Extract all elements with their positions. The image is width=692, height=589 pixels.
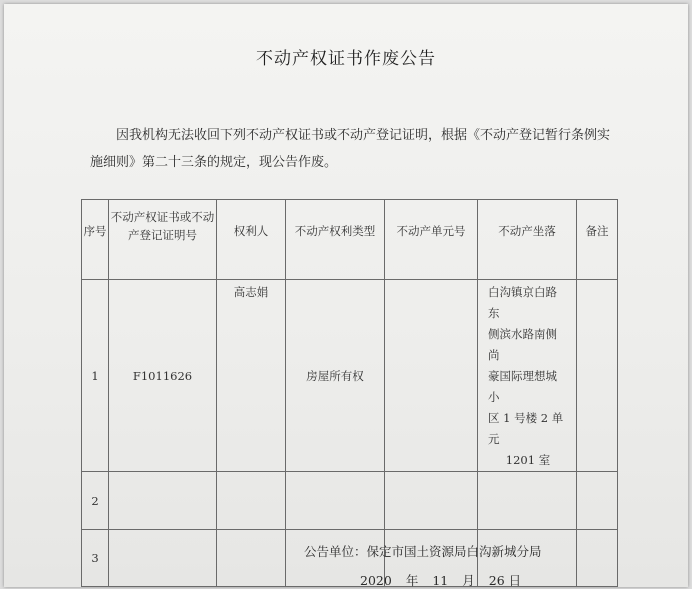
paragraph-line-1: 因我机构无法收回下列不动产权证书或不动产登记证明，根据《不动产登记暂行条例实 bbox=[116, 128, 611, 143]
header-holder: 权利人 bbox=[217, 200, 286, 280]
header-seq: 序号 bbox=[82, 200, 109, 280]
certificate-table bbox=[81, 199, 618, 587]
header-cert-no bbox=[109, 200, 217, 280]
paragraph-line-2: 施细则》第二十三条的规定，现公告作废。 bbox=[90, 155, 338, 170]
location-line-5: 1201 室 bbox=[505, 453, 551, 467]
cell-holder bbox=[217, 472, 286, 530]
date-day-char: 日 bbox=[508, 573, 522, 588]
header-cert-line1: 不动产权证书或不动 bbox=[110, 210, 215, 224]
header-unit-no: 不动产单元号 bbox=[385, 200, 478, 280]
cell-cert-no bbox=[109, 472, 217, 530]
cell-unit-no bbox=[385, 472, 478, 530]
header-remark: 备注 bbox=[577, 200, 618, 280]
cell-right-type bbox=[286, 472, 385, 530]
table-row bbox=[82, 280, 618, 472]
header-cert-line2: 产登记证明号 bbox=[128, 228, 197, 242]
header-location: 不动产坐落 bbox=[478, 200, 577, 280]
date-year-char: 年 bbox=[405, 573, 419, 588]
location-line-4: 区 1 号楼 2 单元 bbox=[488, 411, 564, 446]
table-header-row bbox=[82, 200, 618, 280]
cell-holder bbox=[217, 530, 286, 587]
cell-seq: 3 bbox=[82, 530, 109, 587]
page-title: 不动产权证书作废公告 bbox=[256, 49, 436, 69]
cell-cert-no: F1011626 bbox=[109, 280, 217, 472]
header-right-type: 不动产权利类型 bbox=[286, 200, 385, 280]
table-row bbox=[82, 472, 618, 530]
cell-remark bbox=[577, 280, 618, 472]
cell-seq: 2 bbox=[82, 472, 109, 530]
location-line-2: 侧滨水路南侧尚 bbox=[488, 327, 557, 362]
cell-unit-no bbox=[385, 280, 478, 472]
cell-remark bbox=[577, 530, 618, 587]
location-line-3: 豪国际理想城小 bbox=[488, 369, 557, 404]
notice-paragraph bbox=[90, 122, 620, 176]
cell-right-type: 房屋所有权 bbox=[286, 280, 385, 472]
date-year: 2020 bbox=[360, 573, 392, 588]
cell-seq: 1 bbox=[82, 280, 109, 472]
issuing-unit: 公告单位：保定市国土资源局白沟新城分局 bbox=[304, 544, 542, 559]
date-month: 11 bbox=[432, 573, 449, 588]
date-month-char: 月 bbox=[462, 573, 475, 588]
notice-date bbox=[360, 571, 521, 589]
notice-paper bbox=[4, 4, 688, 587]
date-day: 26 bbox=[488, 573, 505, 588]
cell-location bbox=[478, 280, 577, 472]
cell-remark bbox=[577, 472, 618, 530]
cell-cert-no bbox=[109, 530, 217, 587]
location-line-1: 白沟镇京白路东 bbox=[488, 285, 557, 320]
cell-holder: 高志娟 bbox=[217, 280, 286, 472]
cell-location bbox=[478, 472, 577, 530]
